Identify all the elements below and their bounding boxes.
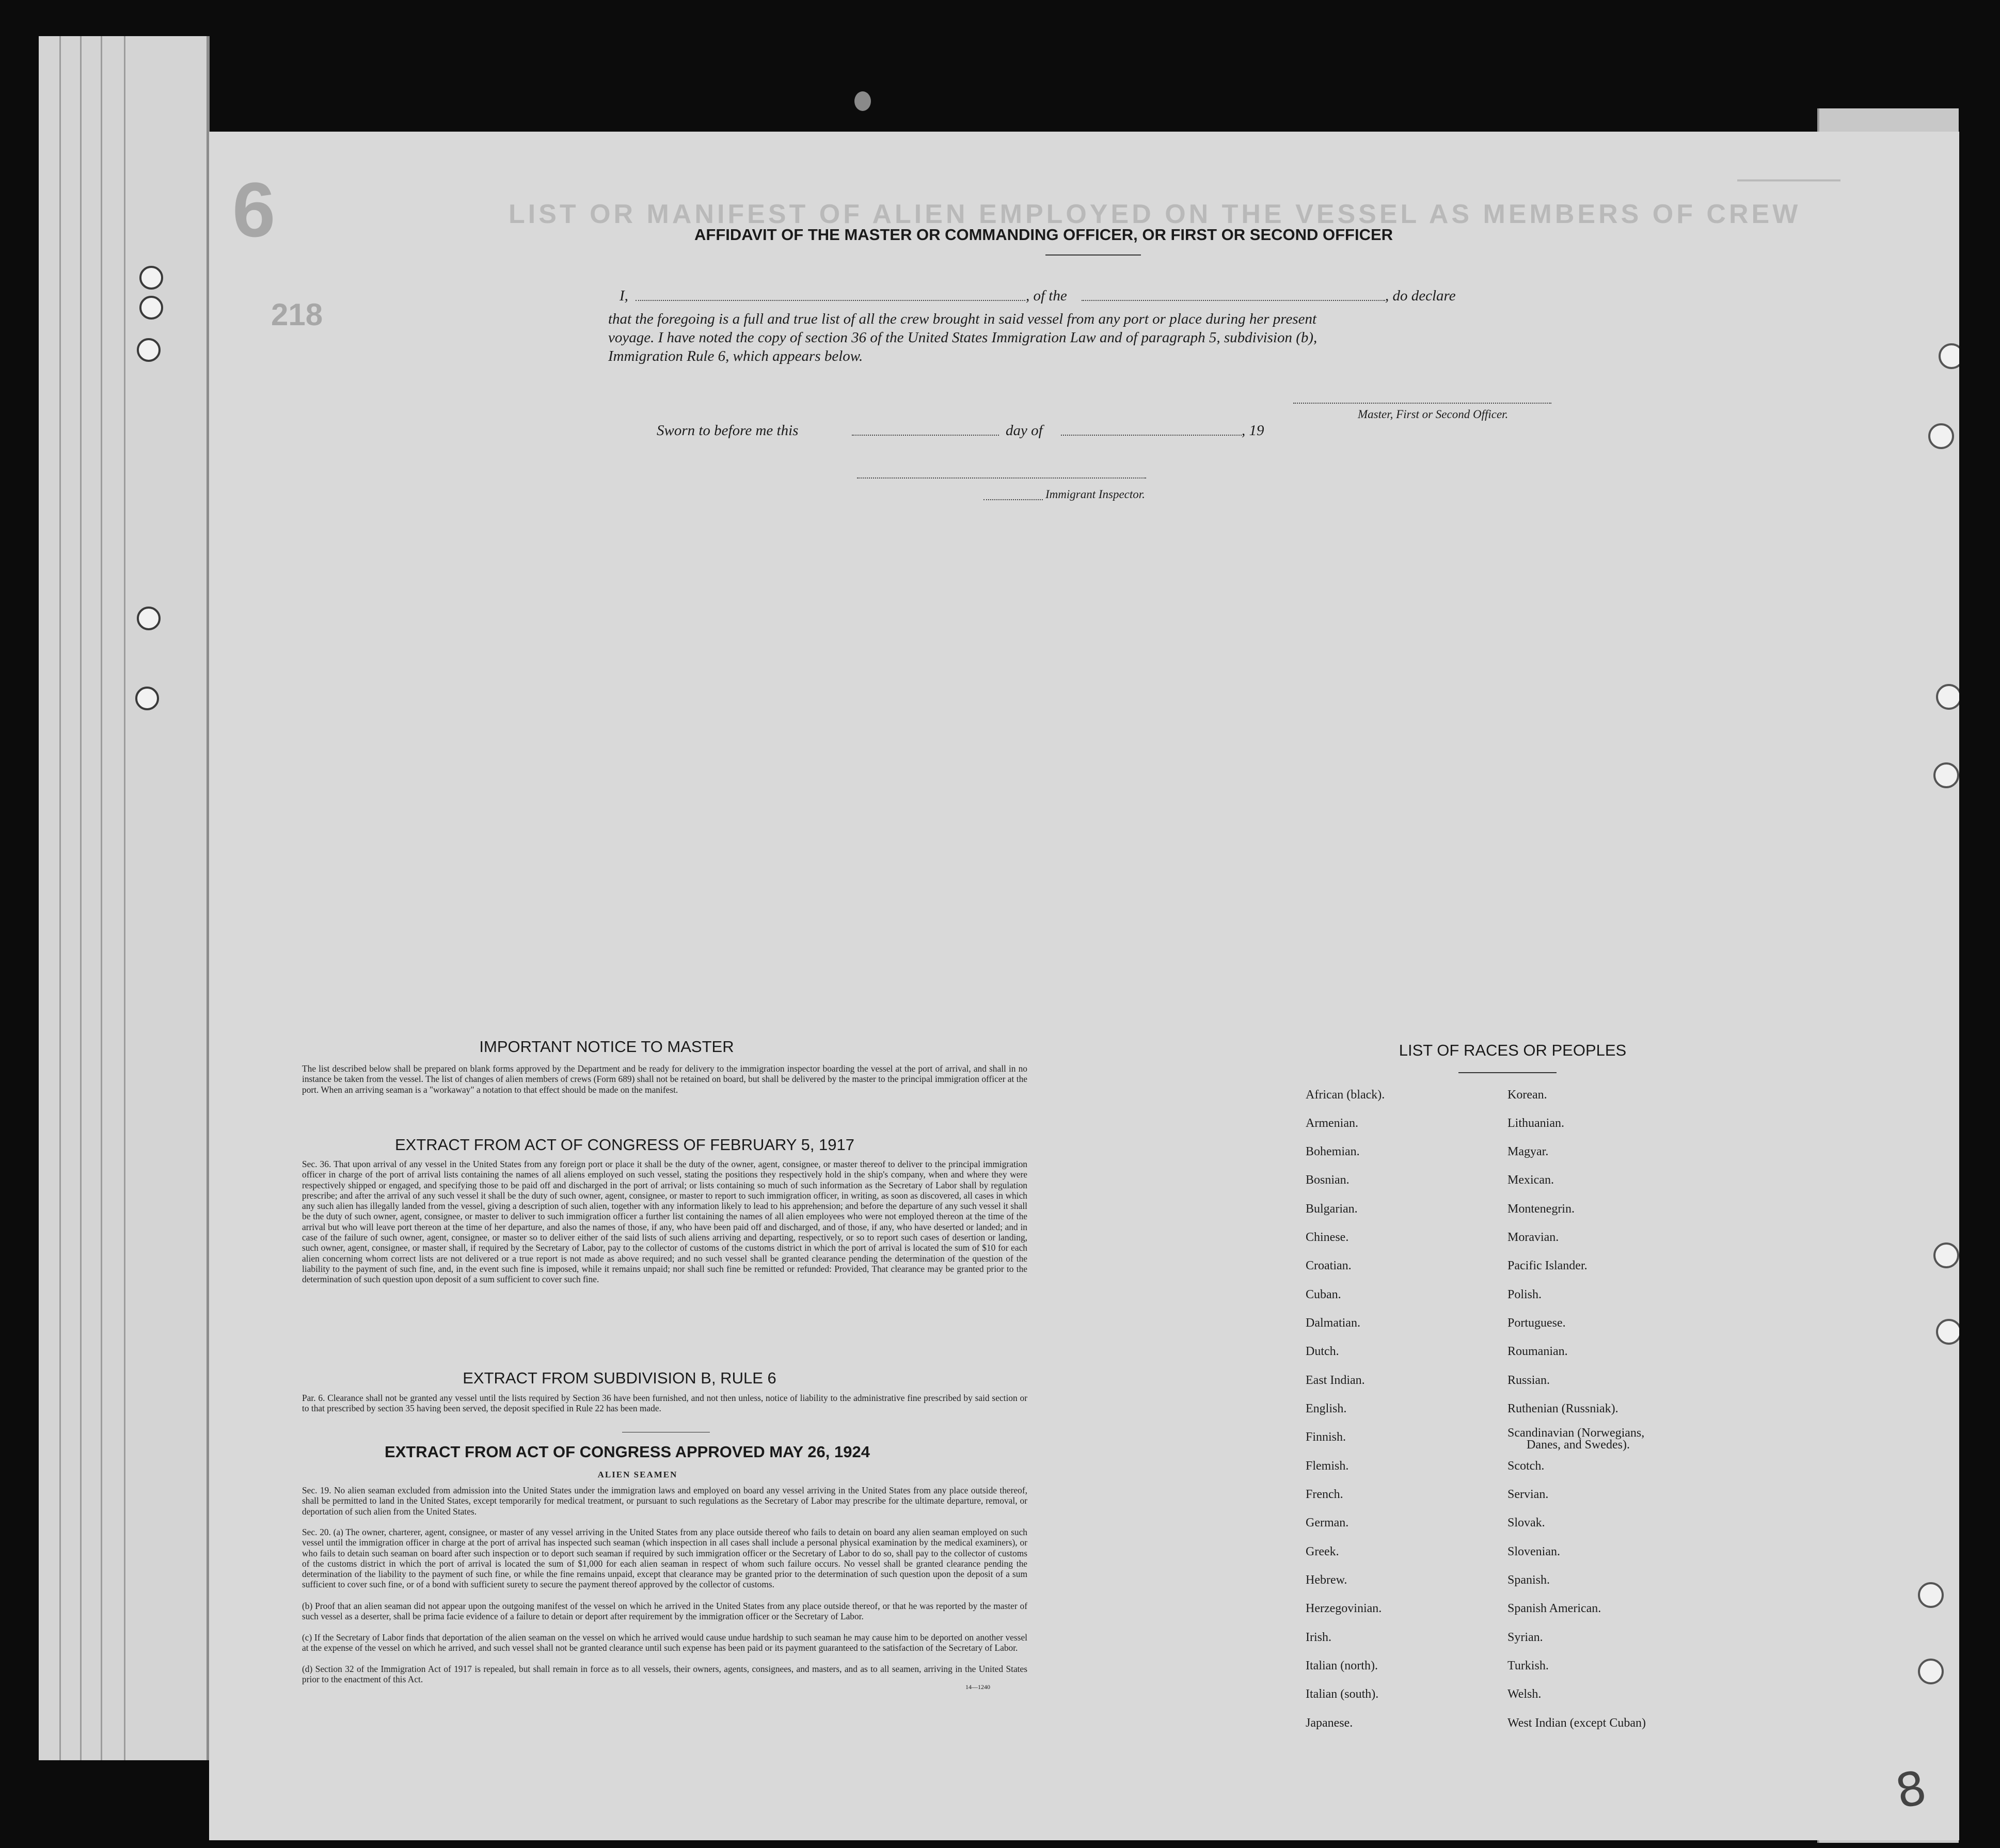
race-item: Japanese. [1306, 1716, 1353, 1730]
races-title: LIST OF RACES OR PEOPLES [1399, 1041, 1627, 1059]
binder-hole [1918, 1582, 1944, 1608]
binder-hole [137, 338, 161, 362]
race-item: Italian (south). [1306, 1687, 1379, 1701]
left-page-stack [39, 36, 210, 1760]
binder-hole [139, 296, 163, 320]
sec20c-text: (c) If the Secretary of Labor finds that deportation of the alien seaman on the vessel on which he arrived would cause undue hardship to such seaman he may cause him to be deported on another vessel at the expense of the vessel on which he arrived, and such vessel shall not be granted clearance until such expense has been paid or its payment guaranteed to the satisfaction of the Secretary of Labor. [302, 1632, 1027, 1653]
bleed-through-text: LIST OR MANIFEST OF ALIEN EMPLOYED ON THE VESSEL AS MEMBERS OF CREW [509, 199, 1801, 229]
race-item: Chinese. [1306, 1231, 1349, 1244]
stack-sheet-edge [59, 36, 61, 1760]
vessel-name-blank [1082, 300, 1385, 301]
race-item: Ruthenian (Russniak). [1507, 1402, 1618, 1415]
master-signature-blank [1293, 403, 1551, 404]
race-item: Lithuanian. [1507, 1117, 1564, 1130]
affidavit-line-3: voyage. I have noted the copy of section 36 of the United States Immigration Law and of paragraph 5, subdivision (b), [608, 329, 1318, 346]
race-item: Roumanian. [1507, 1345, 1568, 1358]
binder-hole [135, 687, 159, 710]
alien-seamen-subtitle: ALIEN SEAMEN [597, 1470, 678, 1479]
race-item: Spanish. [1507, 1573, 1550, 1587]
stack-sheet-edge [101, 36, 102, 1760]
affidavit-i: I, [620, 288, 628, 304]
master-signature-label: Master, First or Second Officer. [1358, 408, 1509, 421]
race-item: Magyar. [1507, 1145, 1549, 1158]
bleed-through-text: ————— [1737, 168, 1840, 190]
race-item: Cuban. [1306, 1288, 1341, 1301]
race-item: Scandinavian (Norwegians, [1507, 1426, 1645, 1440]
rule6-text: Par. 6. Clearance shall not be granted any vessel until the lists required by Section 36 have been furnished, and not then unless, notice of liability to the administrative fine prescribed by said section or to that prescribed by section 35 having been served, the deposit specified in Rule 22 has been made. [302, 1393, 1027, 1414]
affidavit-title: AFFIDAVIT OF THE MASTER OR COMMANDING OFFICER, OR FIRST OR SECOND OFFICER [694, 226, 1393, 244]
binder-hole [1936, 684, 1959, 710]
race-item: Armenian. [1306, 1117, 1358, 1130]
title-divider [1045, 254, 1141, 256]
inspector-signature-blank [857, 477, 1146, 479]
punch-hole [854, 91, 871, 111]
sec20a-text: Sec. 20. (a) The owner, charterer, agent, consignee, or master of any vessel arriving in the United States from any place outside thereof who fails to detain on board any alien seaman employed on such vessel until the immigration officer in charge at the port of arrival has inspected such seaman (which inspection in all cases shall include a personal physical examination by the medical examiners), or who fails to detain such seaman on board after such inspection or to deport such seaman if required by such immigration officer or the Secretary of Labor to do so, shall pay to the collector of customs of the customs district in which the port of arrival is located the sum of $1,000 for each alien seaman in respect of whom such failure occurs. No vessel shall be granted clearance pending the determination of the liability to the payment of such fine, or while the fine remains unpaid, except that clearance may be granted prior to the determination of such question upon the deposit of a sum sufficient to cover such fine, or of a bond with sufficient surety to secure the payment thereof approved by the collector of customs. [302, 1527, 1027, 1590]
race-item: Welsh. [1507, 1687, 1542, 1701]
affidavit-declare: , do declare [1385, 288, 1456, 304]
binder-hole [139, 266, 163, 290]
binder-hole [1933, 762, 1959, 788]
race-item: Slovenian. [1507, 1545, 1560, 1558]
sec19-text: Sec. 19. No alien seaman excluded from admission into the United States under the immigration laws and employed on board any vessel arriving in the United States from any place outside thereof, shall be permitted to land in the United States, except temporarily for medical treatment, or pursuant to such regulations as the Secretary of Labor may prescribe for the ultimate departure, removal, or deportation of such alien from the United States. [302, 1485, 1027, 1517]
race-item: Irish. [1306, 1631, 1331, 1644]
inspector-label: Immigrant Inspector. [1045, 488, 1145, 501]
year-prefix: , 19 [1242, 422, 1264, 439]
race-item: Herzegovinian. [1306, 1602, 1382, 1615]
rule6-title: EXTRACT FROM SUBDIVISION B, RULE 6 [463, 1369, 776, 1387]
race-item: West Indian (except Cuban) [1507, 1716, 1646, 1730]
race-item: Servian. [1507, 1488, 1549, 1501]
affidavit-line-2: that the foregoing is a full and true list of all the crew brought in said vessel from any port or place during her present [608, 311, 1317, 327]
race-item: Polish. [1507, 1288, 1542, 1301]
race-item: Portuguese. [1507, 1316, 1566, 1330]
race-item: Finnish. [1306, 1430, 1346, 1444]
stack-sheet-edge [80, 36, 82, 1760]
race-item: Hebrew. [1306, 1573, 1347, 1587]
race-item: Spanish American. [1507, 1602, 1601, 1615]
bleed-through-mark: 218 [271, 297, 323, 332]
binder-hole [137, 607, 161, 630]
race-item: German. [1306, 1516, 1349, 1530]
handwritten-page-number: 8 [1891, 1760, 1931, 1820]
race-item: Italian (north). [1306, 1659, 1378, 1672]
race-item: East Indian. [1306, 1374, 1365, 1387]
race-item: French. [1306, 1488, 1343, 1501]
race-item: Bulgarian. [1306, 1202, 1358, 1216]
race-item: English. [1306, 1402, 1347, 1415]
sec20b-text: (b) Proof that an alien seaman did not appear upon the outgoing manifest of the vessel on which he arrived in the United States from any place outside thereof, or that he was reported by the master of such vessel as a deserter, shall be prima facie evidence of a failure to detain or deport after requirement by the immigration officer or the Secretary of Labor. [302, 1601, 1027, 1622]
form-number: 14—1240 [965, 1683, 990, 1691]
binder-hole [1939, 343, 1959, 369]
races-divider [1458, 1072, 1557, 1073]
sworn-month-blank [1061, 435, 1242, 436]
race-item: Flemish. [1306, 1459, 1349, 1473]
document-page [209, 132, 1959, 1840]
officer-name-blank [636, 300, 1025, 301]
race-item: Moravian. [1507, 1231, 1559, 1244]
binder-hole [1928, 423, 1954, 449]
notice-title: IMPORTANT NOTICE TO MASTER [479, 1038, 734, 1056]
race-item: Greek. [1306, 1545, 1339, 1558]
affidavit-of-the: , of the [1026, 288, 1067, 304]
extract-1917-title: EXTRACT FROM ACT OF CONGRESS OF FEBRUARY 5, 1917 [394, 1136, 855, 1154]
inspector-dots [983, 499, 1043, 500]
race-item: Croatian. [1306, 1259, 1352, 1272]
race-item: Turkish. [1507, 1659, 1549, 1672]
race-item: Pacific Islander. [1507, 1259, 1588, 1272]
sworn-text: Sworn to before me this [657, 422, 799, 439]
binder-hole [1918, 1659, 1944, 1684]
race-item: Bosnian. [1306, 1173, 1350, 1187]
race-item: Dalmatian. [1306, 1316, 1360, 1330]
race-item: Bohemian. [1306, 1145, 1360, 1158]
sec20d-text: (d) Section 32 of the Immigration Act of 1917 is repealed, but shall remain in force as to all vessels, their owners, agents, consignees, and masters, and as to all seamen, arriving in the United States prior to the enactment of this Act. [302, 1664, 1027, 1685]
race-item: Dutch. [1306, 1345, 1339, 1358]
extract-1924-title: EXTRACT FROM ACT OF CONGRESS APPROVED MAY 26, 1924 [385, 1443, 870, 1461]
bleed-through-mark: 6 [232, 166, 276, 253]
race-item: Syrian. [1507, 1631, 1543, 1644]
affidavit-line-4: Immigration Rule 6, which appears below. [608, 348, 863, 364]
binder-hole [1936, 1319, 1959, 1345]
day-of-text: day of [1006, 422, 1043, 439]
stack-sheet-edge [124, 36, 125, 1760]
extract-1917-text: Sec. 36. That upon arrival of any vessel in the United States from any foreign port or place it shall be the duty of the owner, agent, consignee, or master thereof to deliver to the principal immigration officer in charge of the port of arrival lists containing the names of all aliens employed on such vessel, stating the positions they respectively hold in the ship's company, when and where they were respectively shipped or engaged, and specifying those to be paid off and discharged in the port of arrival; or lists containing so much of such information as the Secretary of Labor shall by regulation prescribe; and after the arrival of any such vessel it shall be the duty of such owner, agent, consignee, or master to report to such immigration officer, in writing, as soon as discovered, all cases in which any such alien has illegally landed from the vessel, giving a description of such alien, together with any information likely to lead to his apprehension; and before the departure of any such vessel it shall be the duty of such owner, agent, consignee, or master to deliver to such immigration officer a further list containing the names of all alien employees who were not employed thereon at the time of the arrival but who will leave port thereon at the time of her departure, and also the names of those, if any, who have been paid off and discharged, and of those, if any, who have deserted or landed; and in case of the failure of such owner, agent, consignee, or master so to deliver either of the said lists of such aliens arriving and departing, respectively, or so to report such cases of desertion or landing, such owner, agent, consignee, or master shall, if required by the Secretary of Labor, pay to the collector of customs of the customs district in which the port of arrival is located the sum of $10 for each alien concerning whom correct lists are not delivered or a true report is not made as above required; and no such vessel shall be granted clearance pending the determination of the question of the liability to the payment of such fine, and, in the event such fine is imposed, while it remains unpaid; nor shall such fine be remitted or refunded: Provided, That clearance may be granted prior to the determination of such question upon deposit of a sum sufficient to cover such fine. [302, 1159, 1027, 1285]
binder-hole [1933, 1242, 1959, 1268]
notice-text: The list described below shall be prepared on blank forms approved by the Department and be ready for delivery to the immigration inspector boarding the vessel at the port of arrival, and shall in no instance be taken from the vessel. The list of changes of alien members of crews (Form 689) shall not be retained on board, but shall be delivered by the master to the principal immigration officer at the port. When an arriving seaman is a "workaway" a notation to that effect should be made on the manifest. [302, 1063, 1027, 1095]
race-item: Mexican. [1507, 1173, 1554, 1187]
sworn-day-blank [852, 435, 999, 436]
race-item: Montenegrin. [1507, 1202, 1575, 1216]
race-item-continuation: Danes, and Swedes). [1527, 1438, 1630, 1452]
race-item: Scotch. [1507, 1459, 1545, 1473]
race-item: African (black). [1306, 1088, 1385, 1102]
race-item: Russian. [1507, 1374, 1550, 1387]
race-item: Slovak. [1507, 1516, 1545, 1530]
race-item: Korean. [1507, 1088, 1547, 1102]
